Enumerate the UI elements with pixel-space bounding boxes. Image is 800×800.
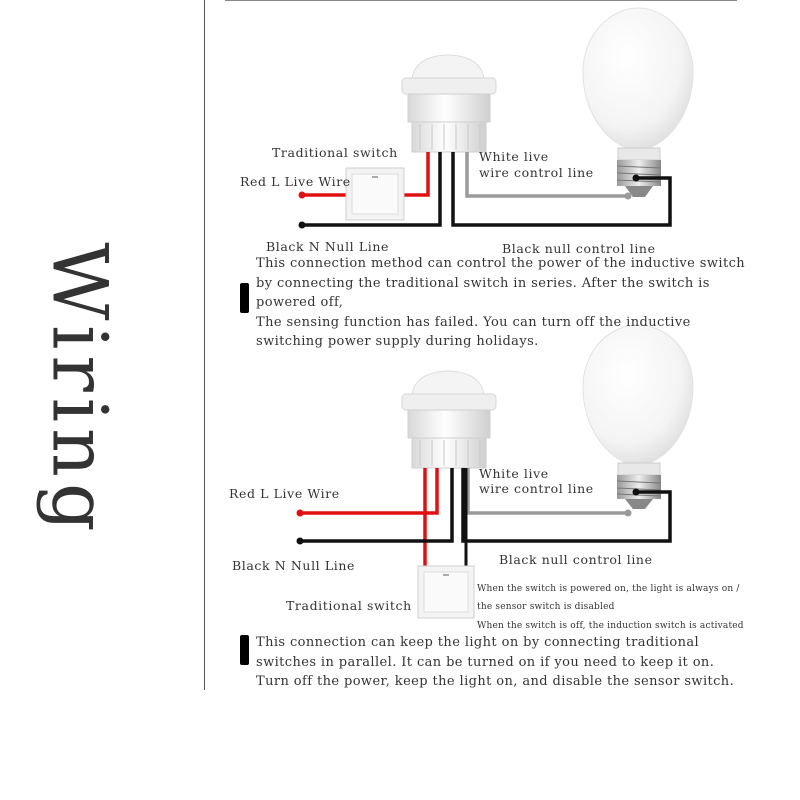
description-2 xyxy=(256,633,766,692)
black-null-line-label: Black N Null Line xyxy=(232,558,355,573)
wall-switch-icon xyxy=(418,566,474,618)
traditional-switch-label: Traditional switch xyxy=(272,145,398,160)
description-line: This connection method can control the power of the inductive switch xyxy=(256,256,746,271)
red-live-wire-label: Red L Live Wire xyxy=(240,174,351,189)
black-wire xyxy=(300,468,452,541)
motion-sensor-icon xyxy=(402,371,496,468)
paragraph-marker xyxy=(240,283,249,313)
switch-note: When the switch is powered on, the light is always on / xyxy=(477,584,740,594)
description-line: The sensing function has failed. You can turn off the inductive xyxy=(256,314,691,330)
traditional-switch-label: Traditional switch xyxy=(286,598,412,613)
white-live-label: White live xyxy=(479,466,549,481)
wall-switch-icon xyxy=(346,168,404,220)
black-null-control-label: Black null control line xyxy=(502,241,656,256)
page-title: Wiring xyxy=(35,242,125,538)
description-line: switches in parallel. It can be turned on if you need to keep it on. xyxy=(256,654,715,670)
description-1 xyxy=(256,254,766,352)
control-line-label: wire control line xyxy=(479,165,594,180)
description-line: powered off, xyxy=(256,295,344,310)
description-line: This connection can keep the light on by connecting traditional xyxy=(256,635,700,650)
paragraph-marker xyxy=(240,635,249,665)
red-wire xyxy=(404,152,428,195)
description-line: switching power supply during holidays. xyxy=(256,334,539,349)
switch-note: the sensor switch is disabled xyxy=(477,602,615,612)
light-bulb-icon xyxy=(583,325,693,509)
white-live-label: White live xyxy=(479,149,549,164)
red-live-wire-label: Red L Live Wire xyxy=(229,486,340,501)
description-line: by connecting the traditional switch in series. After the switch is xyxy=(256,275,710,291)
diagram-1 xyxy=(299,8,694,229)
black-null-control-label: Black null control line xyxy=(499,552,653,567)
description-line: Turn off the power, keep the light on, and disable the sensor switch. xyxy=(256,674,735,689)
light-bulb-icon xyxy=(583,8,693,197)
motion-sensor-icon xyxy=(402,55,496,152)
switch-note: When the switch is off, the induction switch is activated xyxy=(477,621,744,631)
black-null-line-label: Black N Null Line xyxy=(266,239,389,254)
control-line-label: wire control line xyxy=(479,481,594,496)
